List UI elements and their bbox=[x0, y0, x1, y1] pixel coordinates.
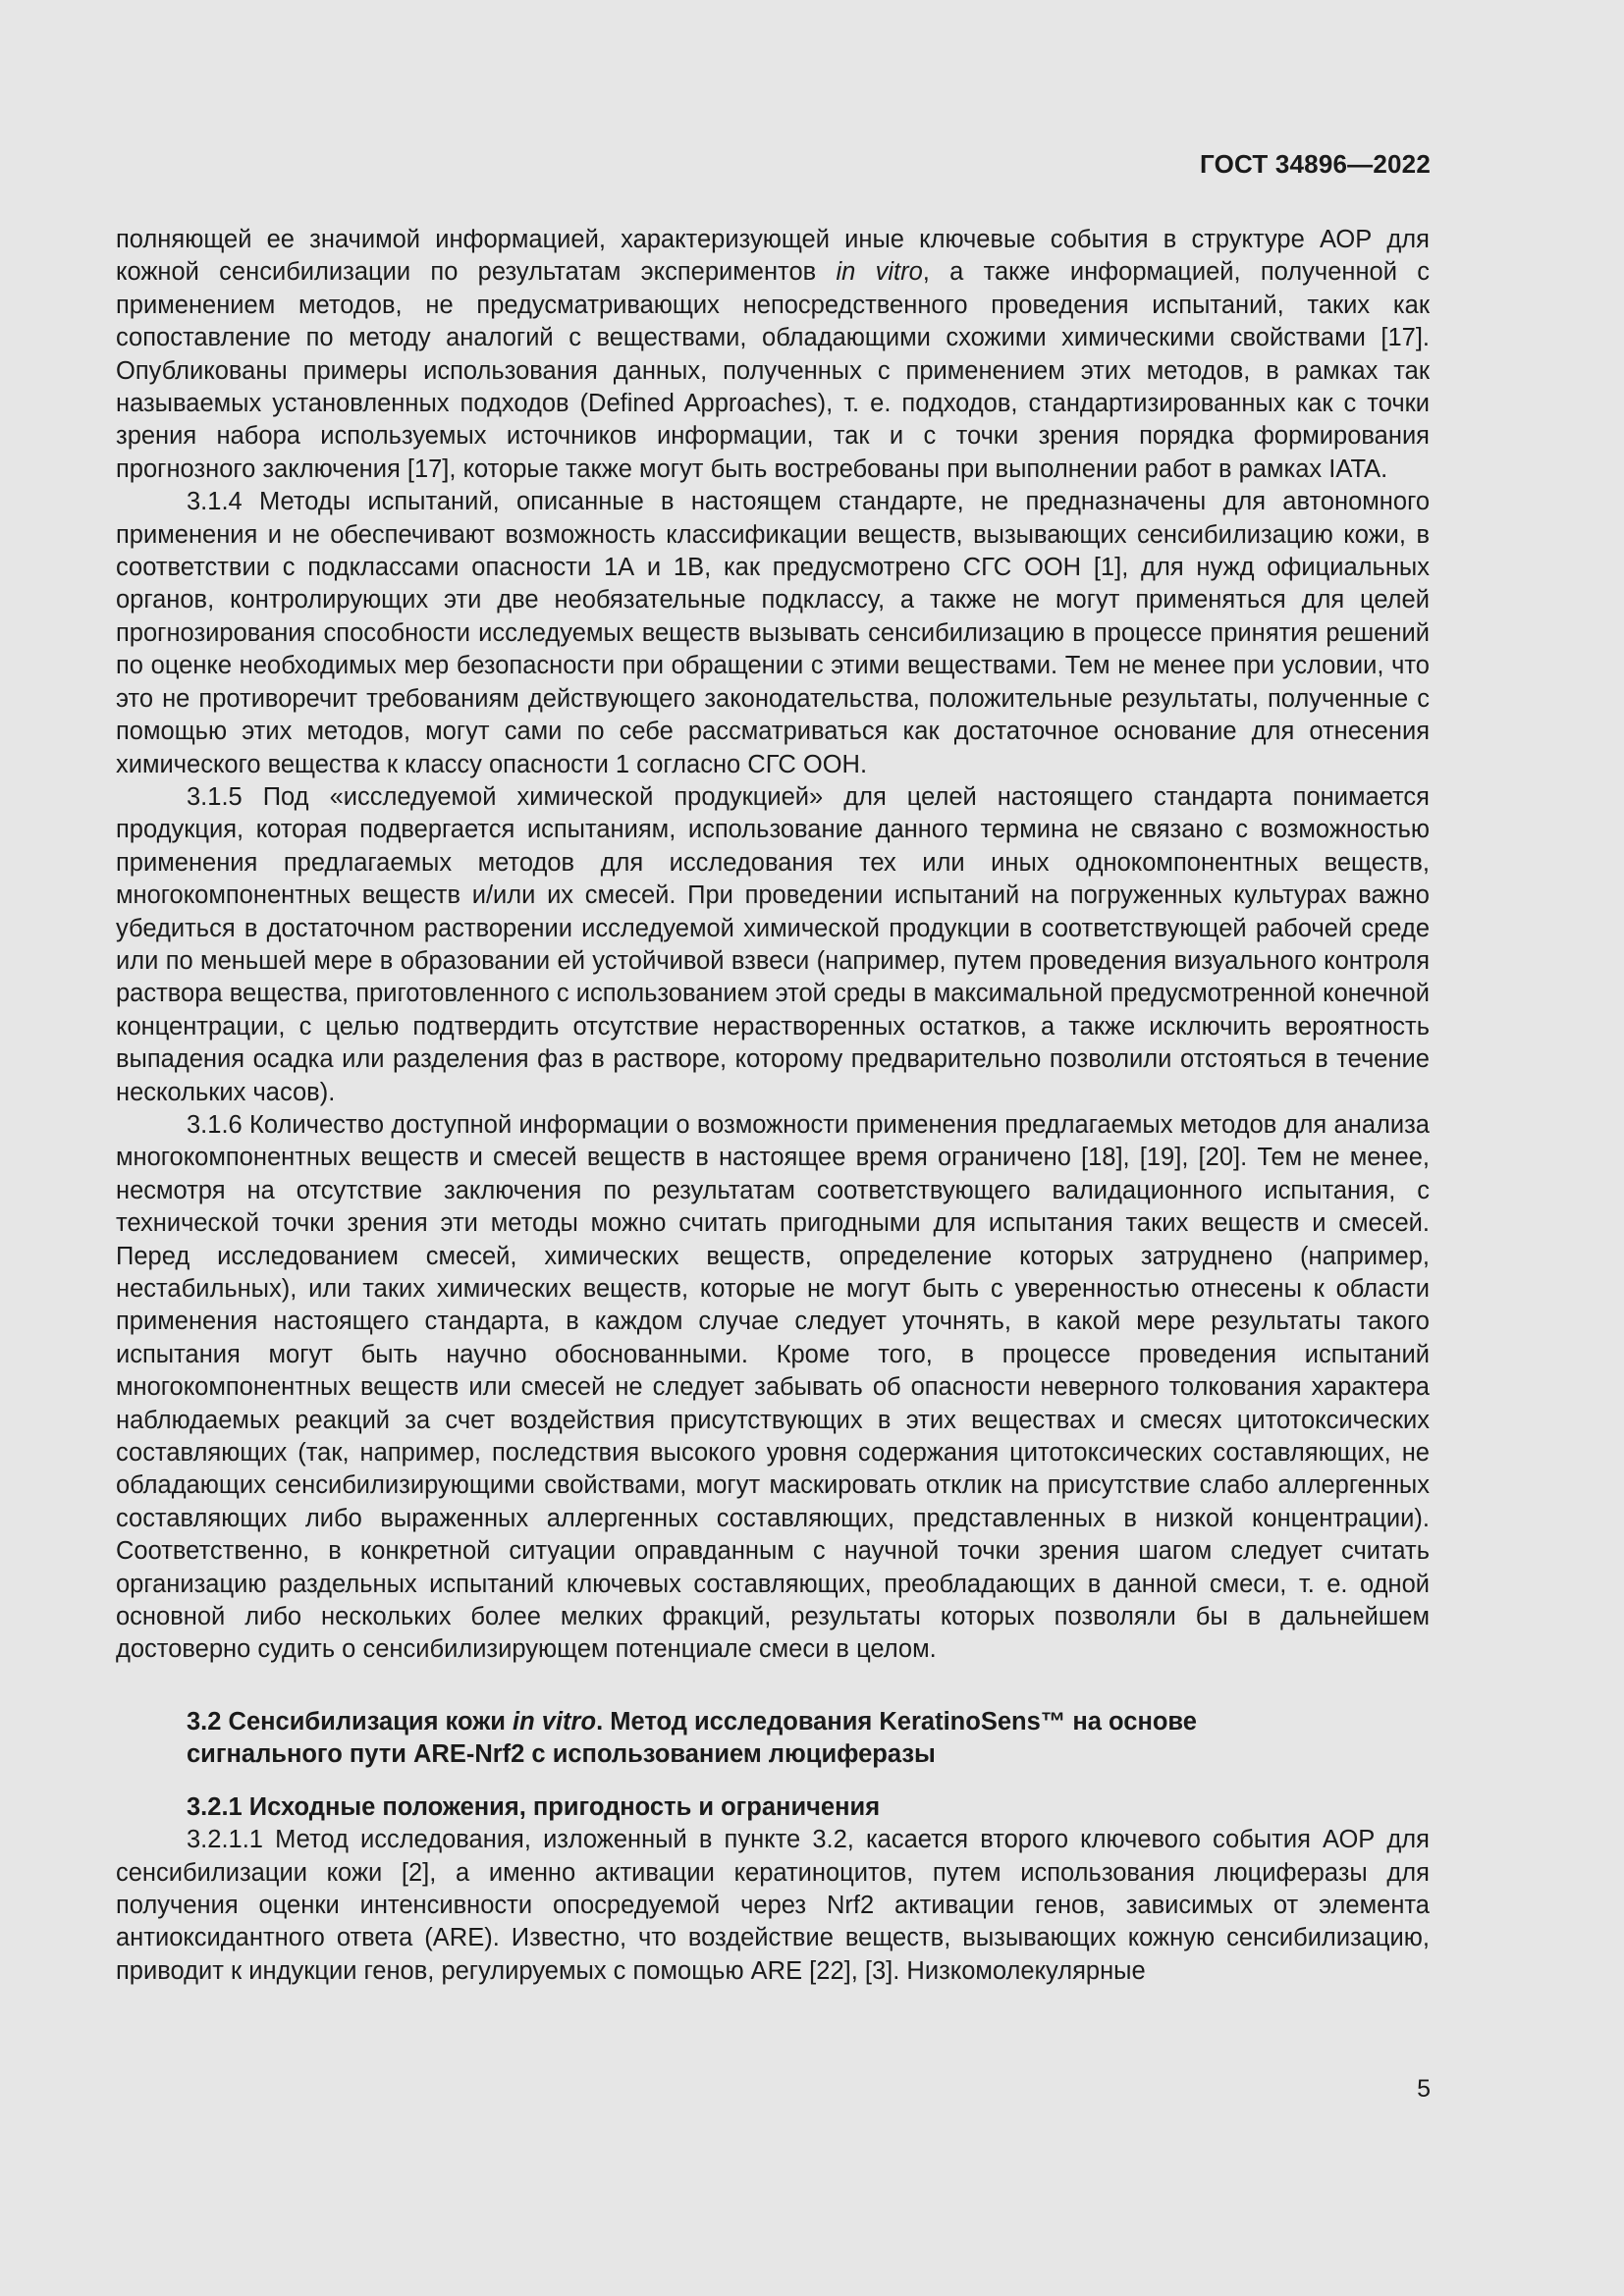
section-heading-3-2 bbox=[116, 1706, 1430, 1772]
standard-code-header: ГОСТ 34896—2022 bbox=[1200, 149, 1431, 179]
paragraph-3-2-1-1: 3.2.1.1 Метод исследования, изложенный в пункте 3.2, касается второго ключевого события АОР для сенсибилизации кожи [2], а именно активации кератиноцитов, путем использования люциферазы для получения оценки интенсивности опосредуемой через Nrf2 активации генов, зависимых от элемента антиоксидантного ответа (ARE). Известно, что воздействие веществ, вызывающих кожную сенсибилизацию, приводит к индукции генов, регулируемых с помощью ARE [22], [3]. Низкомолекулярные bbox=[116, 1826, 1430, 1985]
heading-italic-term: in vitro bbox=[513, 1707, 597, 1735]
heading-segment: 3.2 Сенсибилизация кожи bbox=[187, 1707, 514, 1735]
section-heading-3-2-1: 3.2.1 Исходные положения, пригодность и ограничения bbox=[187, 1792, 881, 1821]
paragraph-3-1-4: 3.1.4 Методы испытаний, описанные в настоящем стандарте, не предназначены для автономного применения и не обеспечивают возможность классификации веществ, вызывающих сенсибилизацию кожи, в соответствии с подклассами опасности 1А и 1В, как предусмотрено СГС ООН [1], для нужд официальных органов, контролирующих эти две необязательные подклассу, а также не могут применяться для целей прогнозирования способности исследуемых веществ вызывать сенсибилизацию в процессе принятия решений по оценке необходимых мер безопасности при обращении с этими веществами. Тем не менее при условии, что это не противоречит требованиям действующего законодательства, положительные результаты, полученные с помощью этих методов, могут сами по себе рассматриваться как достаточное основание для отнесения химического вещества к классу опасности 1 согласно СГС ООН. bbox=[116, 488, 1430, 778]
paragraph-continuation bbox=[116, 224, 1430, 486]
italic-term: in vitro bbox=[836, 258, 923, 287]
paragraph-3-1-6: 3.1.6 Количество доступной информации о возможности применения предлагаемых методов для анализа многокомпонентных веществ и смесей веществ в настоящее время ограничено [18], [19], [20]. Тем не менее, несмотря на отсутствие заключения по результатам соответствующего валидационного испытания, с технической точки зрения эти методы можно считать пригодными для испытания таких веществ и смесей. Перед исследованием смесей, химических веществ, определение которых затруднено (например, нестабильных), или таких химических веществ, которые не могут быть с уверенностью отнесены к области применения настоящего стандарта, в каждом случае следует уточнять, в какой мере результаты такого испытания могут быть научно обоснованными. Кроме того, в процессе проведения испытаний многокомпонентных веществ или смесей не следует забывать об опасности неверного толкования характера наблюдаемых реакций за счет воздействия присутствующих в этих веществах и смесях цитотоксических составляющих (так, например, последствия высокого уровня содержания цитотоксических составляющих, не обладающих сенсибилизирующими свойствами, могут маскировать отклик на присутствие слабо аллергенных составляющих либо выраженных аллергенных составляющих, представленных в низкой концентрации). Соответственно, в конкретной ситуации оправданным с научной точки зрения шагом следует считать организацию раздельных испытаний ключевых составляющих, преобладающих в данной смеси, т. е. одной основной либо нескольких более мелких фракций, результаты которых позволяли бы в дальнейшем достоверно судить о сенсибилизирующем потенциале смеси в целом. bbox=[116, 1110, 1430, 1664]
page-number: 5 bbox=[1417, 2075, 1431, 2103]
text-segment: полняющей ее значимой информацией, характеризующей иные ключевые события в структуре АОР для кожной сенсибилизации по результатам экспериментов bbox=[116, 226, 1430, 287]
heading-segment: . Метод исследования KeratinoSens™ на основе сигнального пути ARE-Nrf2 с использованием люциферазы bbox=[187, 1707, 1197, 1769]
paragraph-3-1-5: 3.1.5 Под «исследуемой химической продукцией» для целей настоящего стандарта понимается продукция, которая подвергается испытаниям, использование данного термина не связано с возможностью применения предлагаемых методов для исследования тех или иных однокомпонентных веществ, многокомпонентных веществ и/или их смесей. При проведении испытаний на погруженных культурах важно убедиться в достаточном растворении исследуемой химической продукции в соответствующей рабочей среде или по меньшей мере в образовании ей устойчивой взвеси (например, путем проведения визуального контроля раствора вещества, приготовленного с использованием этой среды в максимальной предусмотренной конечной концентрации, с целью подтвердить отсутствие нерастворенных остатков, а также исключить вероятность выпадения осадка или разделения фаз в растворе, которому предварительно позволили отстояться в течение нескольких часов). bbox=[116, 782, 1430, 1106]
text-segment: , а также информацией, полученной с применением методов, не предусматривающих непосредственного проведения испытаний, таких как сопоставление по методу аналогий с веществами, обладающими схожими химическими свойствами [17]. Опубликованы примеры использования данных, полученных с применением этих методов, в рамках так называемых установленных подходов (Defined Approaches), т. е. подходов, стандартизированных как с точки зрения набора используемых источников информации, так и с точки зрения порядка формирования прогнозного заключения [17], которые также могут быть востребованы при выполнении работ в рамках IATA. bbox=[116, 258, 1431, 483]
main-text bbox=[116, 224, 1430, 1988]
